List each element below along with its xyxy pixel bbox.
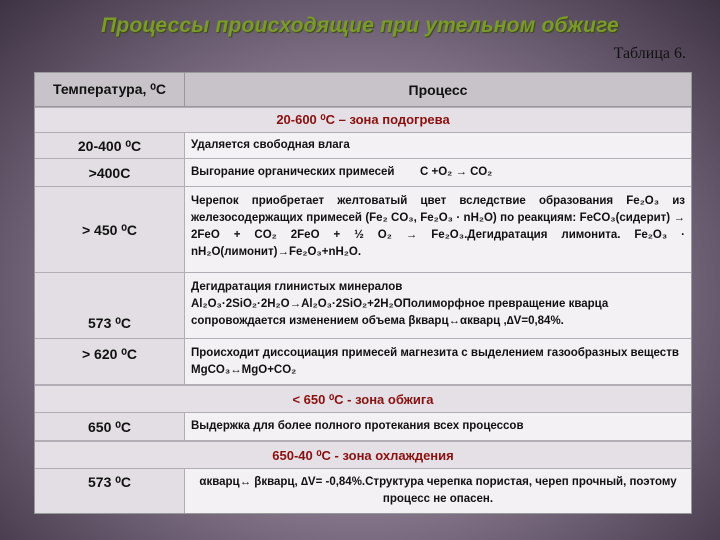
header-temperature: Температура, ⁰С [35, 73, 185, 107]
band-firing-zone: < 650 ⁰С - зона обжига [35, 385, 691, 413]
band-cooling-zone: 650-40 ⁰С - зона охлаждения [35, 441, 691, 469]
header-process: Процесс [185, 73, 691, 107]
row-process: Происходит диссоциация примесей магнезита с выделением газообразных веществ MgCO₃↔MgO+CO₂ [185, 339, 691, 385]
row-temperature: >400С [35, 159, 185, 187]
row-temperature: 20-400 ⁰С [35, 133, 185, 159]
row-process: Выгорание органических примесей С +О₂ → СО₂ [185, 159, 691, 187]
band-heating-zone: 20-600 ⁰С – зона подогрева [35, 107, 691, 133]
row-process: Удаляется свободная влага [185, 133, 691, 159]
row-process: Черепок приобретает желтоватый цвет вследствие образования Fe₂O₃ из железосодержащих примесей (Fe₂ CO₃, Fe₂O₃ · nH₂O) по реакциям: FeCO₃(сидерит) → 2FeO + CO₂ 2FeO + ½ O₂ → Fe₂O₃.Дегидратация лимонита. Fe₂O₃ · nH₂O(лимонит)→Fe₂O₃+nH₂O. [185, 187, 691, 273]
slide-title: Процессы происходящие при утельном обжиге [101, 14, 619, 37]
row-temperature: 573 ⁰С [35, 469, 185, 513]
row-process: Дегидратация глинистых минералов Al₂O₃·2SiO₂·2H₂O→Al₂O₃·2SiO₂+2H₂OПолиморфное превращение кварца сопровождается изменением объема βкварц↔αкварц ,∆V=0,84%. [185, 273, 691, 339]
row-temperature: > 450 ⁰С [35, 187, 185, 273]
row-temperature: 573 ⁰С [35, 273, 185, 339]
row-temperature: 650 ⁰С [35, 413, 185, 441]
row-temperature: > 620 ⁰С [35, 339, 185, 385]
row-process: αкварц↔ βкварц, ∆V= -0,84%.Структура черепка пористая, череп прочный, поэтому процесс не опасен. [185, 469, 691, 513]
table-caption: Таблица 6. [613, 45, 686, 62]
row-process: Выдержка для более полного протекания всех процессов [185, 413, 691, 441]
process-table [34, 72, 705, 514]
